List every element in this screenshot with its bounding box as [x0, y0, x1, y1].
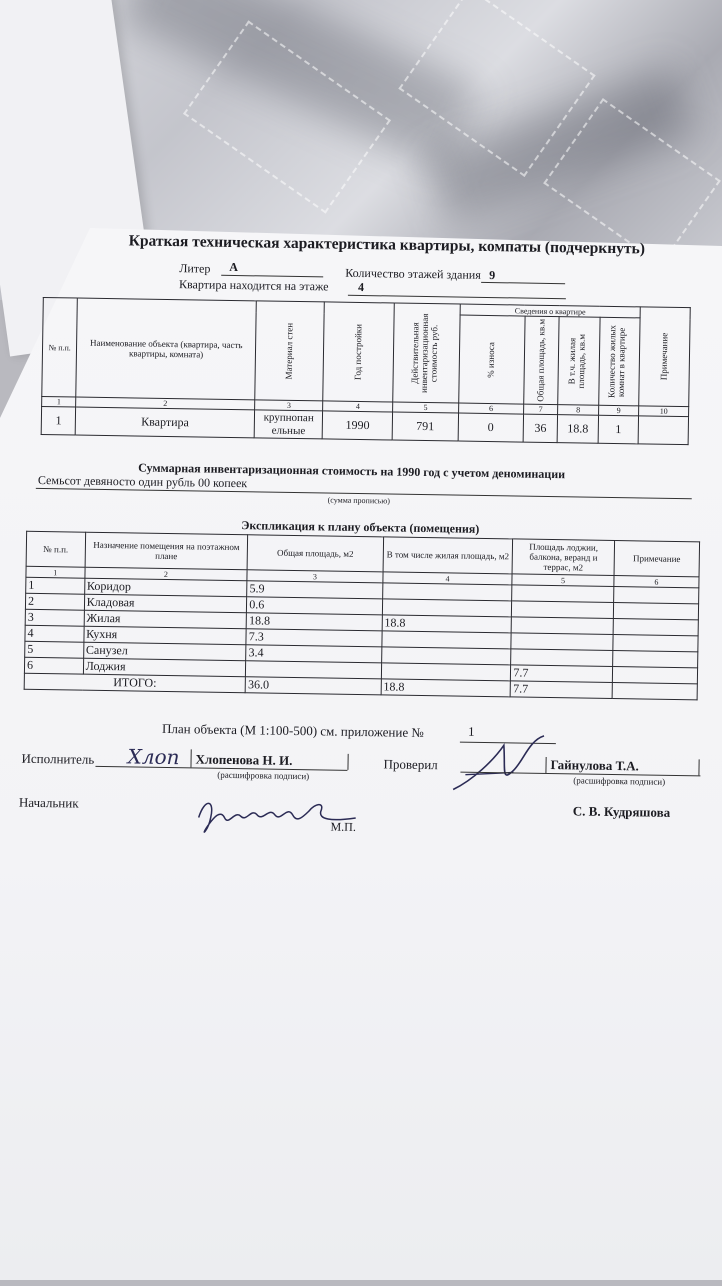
- executor-signature: Хлоп: [127, 744, 180, 770]
- apartment-summary-table: [41, 297, 691, 445]
- col-rooms-header: Количество жилых комнат в квартире: [606, 324, 628, 398]
- cell: 5.9: [247, 581, 383, 599]
- cell: Кухня: [84, 626, 247, 645]
- col-number: 4: [383, 572, 513, 585]
- col-number: 5: [393, 402, 459, 413]
- col-number: 6: [614, 575, 699, 587]
- cell: 3: [25, 609, 84, 626]
- floors-label: Количество этажей здания: [345, 265, 481, 282]
- cell: 6: [24, 657, 83, 674]
- cell: [512, 585, 614, 603]
- cell: Коридор: [84, 578, 247, 597]
- header-cell: № п.п.: [26, 531, 85, 567]
- liter-value: А: [229, 259, 239, 275]
- cell: [512, 601, 614, 619]
- col-number: 6: [458, 403, 523, 414]
- chief-label: Начальник: [18, 794, 79, 811]
- checked-signature-icon: [443, 729, 554, 801]
- total-cell: [612, 682, 697, 699]
- cell: 1: [41, 406, 76, 435]
- col-number: 1: [26, 566, 85, 578]
- col-num-header: № п.п.: [42, 298, 78, 398]
- total-cell: 18.8: [381, 679, 511, 697]
- col-living-area-header: В т.ч. жилая площадь, кв.м: [566, 333, 587, 389]
- chief-name: С. В. Кудряшова: [572, 803, 671, 820]
- stamp-label: М.П.: [330, 819, 357, 834]
- executor-label: Исполнитель: [21, 750, 95, 767]
- cell: 18.8: [246, 613, 382, 631]
- executor-decode-caption: (расшифровка подписи): [217, 769, 310, 782]
- cell: 2: [25, 593, 84, 610]
- cell: 18.8: [557, 415, 598, 444]
- cell: Лоджия: [83, 658, 246, 677]
- summary-caption: (сумма прописью): [327, 495, 391, 506]
- col-number: 4: [323, 401, 393, 412]
- col-total-area-header: Общая площадь, кв.м: [535, 318, 547, 402]
- cell: 1990: [323, 411, 393, 440]
- cell: 4: [25, 625, 84, 642]
- cell: [511, 649, 613, 667]
- cell: 18.8: [382, 615, 512, 633]
- cell: [613, 634, 698, 651]
- checked-label: Проверил: [383, 756, 438, 773]
- cell: [612, 666, 697, 683]
- header-cell: Площадь лоджии, балкона, веранд и террас, м2: [512, 539, 614, 576]
- header-cell: Примечание: [614, 541, 700, 577]
- col-number: 2: [76, 397, 255, 410]
- header-cell: Назначение помещения на поэтажном плане: [85, 532, 248, 570]
- cell: [511, 633, 613, 651]
- checked-name: Гайнулова Т.А.: [550, 757, 639, 774]
- explication-title: Экспликация к плану объекта (помещения): [241, 518, 480, 536]
- apartment-floor-value: 4: [357, 279, 365, 295]
- cell: 0.6: [247, 597, 383, 615]
- cell: [612, 650, 697, 667]
- cell: 36: [523, 414, 558, 443]
- header-cell: В том числе жилая площадь, м2: [383, 537, 513, 574]
- col-name-header: Наименование объекта (квартира, часть квартиры, комната): [76, 298, 256, 400]
- cell: 1: [26, 577, 85, 594]
- col-value-header: Действительная инвентаризационная стоимость руб.: [409, 313, 440, 393]
- liter-label: Литер: [179, 261, 211, 276]
- floors-value: 9: [489, 268, 496, 283]
- col-number: 8: [558, 405, 599, 416]
- total-cell: 7.7: [511, 681, 613, 699]
- total-label: ИТОГО:: [24, 673, 245, 692]
- total-cell: 36.0: [245, 677, 381, 695]
- col-year-header: Год постройки: [352, 323, 364, 381]
- col-material-header: Материал стен: [283, 322, 295, 380]
- col-number: 5: [512, 574, 614, 587]
- cell: 791: [392, 412, 458, 441]
- cell: 3.4: [246, 645, 382, 663]
- summary-amount-words: Семьсот девяносто один рубль 00 копеек: [37, 472, 248, 491]
- col-number: 10: [639, 406, 689, 417]
- cell: Жилая: [84, 610, 247, 629]
- checked-decode-caption: (расшифровка подписи): [573, 775, 666, 787]
- cell: Санузел: [83, 642, 246, 661]
- executor-name: Хлопенова Н. И.: [195, 751, 293, 768]
- plan-label: План объекта (М 1:100-500) см. приложение №: [161, 720, 424, 741]
- cell: 1: [598, 415, 639, 444]
- cell: [512, 617, 614, 635]
- cell: [613, 618, 698, 635]
- document-title: Краткая техническая характеристика квартиры, компаты (подчеркнуть): [128, 232, 646, 258]
- header-cell: Общая площадь, м2: [247, 535, 383, 572]
- plan-value: 1: [467, 723, 475, 739]
- col-number: 1: [42, 396, 77, 407]
- cell: крупнопан ельные: [254, 410, 323, 439]
- col-number: 3: [255, 400, 324, 411]
- apartment-floor-label: Квартира находится на этаже: [178, 277, 329, 294]
- cell: Кладовая: [84, 594, 247, 613]
- summary-title: Суммарная инвентаризационная стоимость на 1990 год с учетом деноминации: [138, 460, 566, 482]
- cell: 7.7: [511, 665, 613, 683]
- col-number: 9: [598, 405, 639, 416]
- cell: [613, 602, 698, 619]
- col-number: 2: [85, 567, 248, 581]
- col-number: 3: [247, 570, 383, 583]
- group-header: Сведения о квартире: [460, 304, 641, 318]
- col-note-header: Примечание: [658, 332, 670, 381]
- cell: [613, 586, 698, 603]
- cell: [638, 416, 688, 445]
- col-number: 7: [523, 404, 557, 415]
- explication-table: [24, 531, 700, 701]
- cell: 7.3: [246, 629, 382, 647]
- cell: Квартира: [76, 407, 255, 438]
- cell: 5: [25, 641, 84, 658]
- cell: 0: [458, 413, 524, 442]
- col-wear-header: % износа: [485, 341, 497, 378]
